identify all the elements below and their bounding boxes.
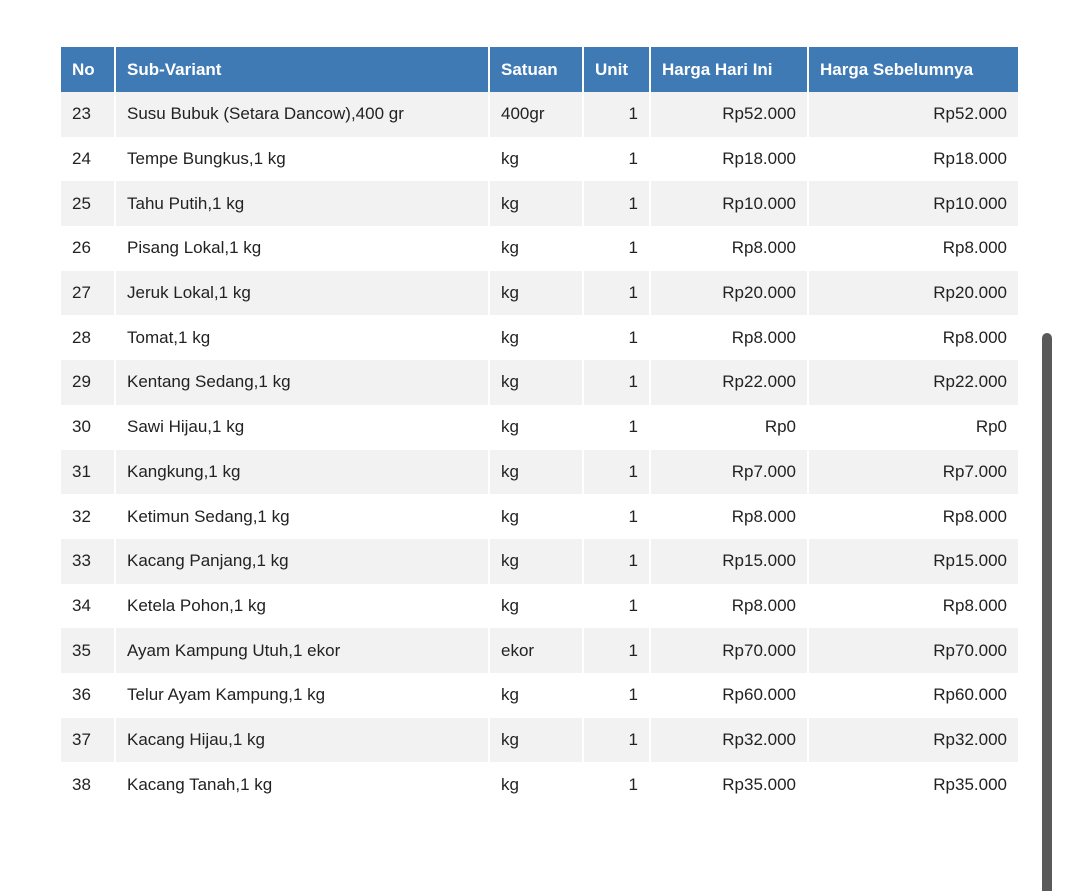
- cell-satuan: kg: [489, 673, 583, 718]
- cell-harga-sebelumnya: Rp7.000: [808, 450, 1018, 495]
- cell-unit: 1: [583, 92, 650, 137]
- cell-harga-hari-ini: Rp70.000: [650, 628, 808, 673]
- cell-harga-hari-ini: Rp8.000: [650, 315, 808, 360]
- cell-satuan: 400gr: [489, 92, 583, 137]
- cell-harga-hari-ini: Rp20.000: [650, 271, 808, 316]
- cell-harga-sebelumnya: Rp18.000: [808, 137, 1018, 182]
- cell-no: 35: [61, 628, 115, 673]
- cell-no: 26: [61, 226, 115, 271]
- cell-unit: 1: [583, 718, 650, 763]
- cell-satuan: ekor: [489, 628, 583, 673]
- cell-no: 25: [61, 181, 115, 226]
- cell-no: 32: [61, 494, 115, 539]
- cell-unit: 1: [583, 762, 650, 807]
- cell-no: 34: [61, 584, 115, 629]
- cell-sub-variant: Jeruk Lokal,1 kg: [115, 271, 489, 316]
- cell-harga-sebelumnya: Rp70.000: [808, 628, 1018, 673]
- cell-unit: 1: [583, 673, 650, 718]
- cell-unit: 1: [583, 584, 650, 629]
- cell-satuan: kg: [489, 539, 583, 584]
- cell-no: 28: [61, 315, 115, 360]
- cell-sub-variant: Tempe Bungkus,1 kg: [115, 137, 489, 182]
- cell-satuan: kg: [489, 450, 583, 495]
- cell-harga-hari-ini: Rp8.000: [650, 584, 808, 629]
- cell-sub-variant: Kacang Hijau,1 kg: [115, 718, 489, 763]
- table-row: [61, 92, 1018, 137]
- cell-sub-variant: Sawi Hijau,1 kg: [115, 405, 489, 450]
- cell-satuan: kg: [489, 226, 583, 271]
- cell-harga-sebelumnya: Rp20.000: [808, 271, 1018, 316]
- cell-harga-hari-ini: Rp8.000: [650, 494, 808, 539]
- cell-satuan: kg: [489, 271, 583, 316]
- cell-unit: 1: [583, 405, 650, 450]
- cell-unit: 1: [583, 226, 650, 271]
- cell-no: 37: [61, 718, 115, 763]
- cell-sub-variant: Kacang Tanah,1 kg: [115, 762, 489, 807]
- cell-sub-variant: Ayam Kampung Utuh,1 ekor: [115, 628, 489, 673]
- cell-unit: 1: [583, 494, 650, 539]
- table-row: [61, 584, 1018, 629]
- cell-harga-hari-ini: Rp22.000: [650, 360, 808, 405]
- cell-harga-hari-ini: Rp52.000: [650, 92, 808, 137]
- table-row: [61, 628, 1018, 673]
- cell-unit: 1: [583, 539, 650, 584]
- cell-sub-variant: Ketela Pohon,1 kg: [115, 584, 489, 629]
- cell-sub-variant: Pisang Lokal,1 kg: [115, 226, 489, 271]
- cell-harga-hari-ini: Rp60.000: [650, 673, 808, 718]
- cell-sub-variant: Tomat,1 kg: [115, 315, 489, 360]
- cell-satuan: kg: [489, 718, 583, 763]
- cell-sub-variant: Tahu Putih,1 kg: [115, 181, 489, 226]
- cell-satuan: kg: [489, 137, 583, 182]
- cell-harga-hari-ini: Rp8.000: [650, 226, 808, 271]
- cell-satuan: kg: [489, 360, 583, 405]
- vertical-scrollbar[interactable]: [1042, 333, 1052, 891]
- table-row: [61, 405, 1018, 450]
- cell-satuan: kg: [489, 405, 583, 450]
- cell-satuan: kg: [489, 315, 583, 360]
- cell-no: 27: [61, 271, 115, 316]
- cell-harga-hari-ini: Rp15.000: [650, 539, 808, 584]
- table-row: [61, 360, 1018, 405]
- cell-no: 29: [61, 360, 115, 405]
- table-row: [61, 539, 1018, 584]
- cell-unit: 1: [583, 181, 650, 226]
- cell-harga-hari-ini: Rp18.000: [650, 137, 808, 182]
- cell-unit: 1: [583, 450, 650, 495]
- header-row: [61, 47, 1018, 92]
- cell-harga-sebelumnya: Rp32.000: [808, 718, 1018, 763]
- cell-harga-sebelumnya: Rp8.000: [808, 315, 1018, 360]
- cell-harga-sebelumnya: Rp8.000: [808, 584, 1018, 629]
- table-row: [61, 762, 1018, 807]
- column-header-satuan[interactable]: Satuan: [489, 47, 583, 92]
- cell-harga-sebelumnya: Rp0: [808, 405, 1018, 450]
- cell-no: 31: [61, 450, 115, 495]
- table-row: [61, 673, 1018, 718]
- cell-sub-variant: Susu Bubuk (Setara Dancow),400 gr: [115, 92, 489, 137]
- table-body: [61, 92, 1018, 807]
- cell-harga-sebelumnya: Rp15.000: [808, 539, 1018, 584]
- cell-satuan: kg: [489, 584, 583, 629]
- cell-no: 24: [61, 137, 115, 182]
- cell-satuan: kg: [489, 494, 583, 539]
- cell-harga-hari-ini: Rp0: [650, 405, 808, 450]
- cell-no: 23: [61, 92, 115, 137]
- cell-harga-sebelumnya: Rp8.000: [808, 226, 1018, 271]
- cell-harga-hari-ini: Rp32.000: [650, 718, 808, 763]
- cell-sub-variant: Kangkung,1 kg: [115, 450, 489, 495]
- table-header: [61, 47, 1018, 92]
- column-header-unit[interactable]: Unit: [583, 47, 650, 92]
- cell-sub-variant: Kentang Sedang,1 kg: [115, 360, 489, 405]
- table-row: [61, 315, 1018, 360]
- table-row: [61, 137, 1018, 182]
- table-row: [61, 718, 1018, 763]
- cell-harga-sebelumnya: Rp22.000: [808, 360, 1018, 405]
- cell-harga-sebelumnya: Rp60.000: [808, 673, 1018, 718]
- column-header-no[interactable]: No: [61, 47, 115, 92]
- price-table: [61, 47, 1018, 807]
- table-row: [61, 271, 1018, 316]
- cell-satuan: kg: [489, 762, 583, 807]
- cell-unit: 1: [583, 628, 650, 673]
- cell-harga-hari-ini: Rp35.000: [650, 762, 808, 807]
- cell-satuan: kg: [489, 181, 583, 226]
- table-row: [61, 450, 1018, 495]
- cell-harga-sebelumnya: Rp52.000: [808, 92, 1018, 137]
- cell-no: 38: [61, 762, 115, 807]
- cell-harga-hari-ini: Rp10.000: [650, 181, 808, 226]
- cell-harga-hari-ini: Rp7.000: [650, 450, 808, 495]
- cell-no: 36: [61, 673, 115, 718]
- cell-no: 30: [61, 405, 115, 450]
- cell-sub-variant: Telur Ayam Kampung,1 kg: [115, 673, 489, 718]
- table-row: [61, 494, 1018, 539]
- cell-harga-sebelumnya: Rp35.000: [808, 762, 1018, 807]
- cell-harga-sebelumnya: Rp8.000: [808, 494, 1018, 539]
- cell-sub-variant: Ketimun Sedang,1 kg: [115, 494, 489, 539]
- cell-unit: 1: [583, 271, 650, 316]
- cell-unit: 1: [583, 315, 650, 360]
- cell-unit: 1: [583, 360, 650, 405]
- column-header-sub-variant[interactable]: Sub-Variant: [115, 47, 489, 92]
- table-row: [61, 226, 1018, 271]
- cell-unit: 1: [583, 137, 650, 182]
- table-row: [61, 181, 1018, 226]
- column-header-harga-hari-ini[interactable]: Harga Hari Ini: [650, 47, 808, 92]
- cell-sub-variant: Kacang Panjang,1 kg: [115, 539, 489, 584]
- column-header-harga-sebelumnya[interactable]: Harga Sebelumnya: [808, 47, 1018, 92]
- cell-harga-sebelumnya: Rp10.000: [808, 181, 1018, 226]
- cell-no: 33: [61, 539, 115, 584]
